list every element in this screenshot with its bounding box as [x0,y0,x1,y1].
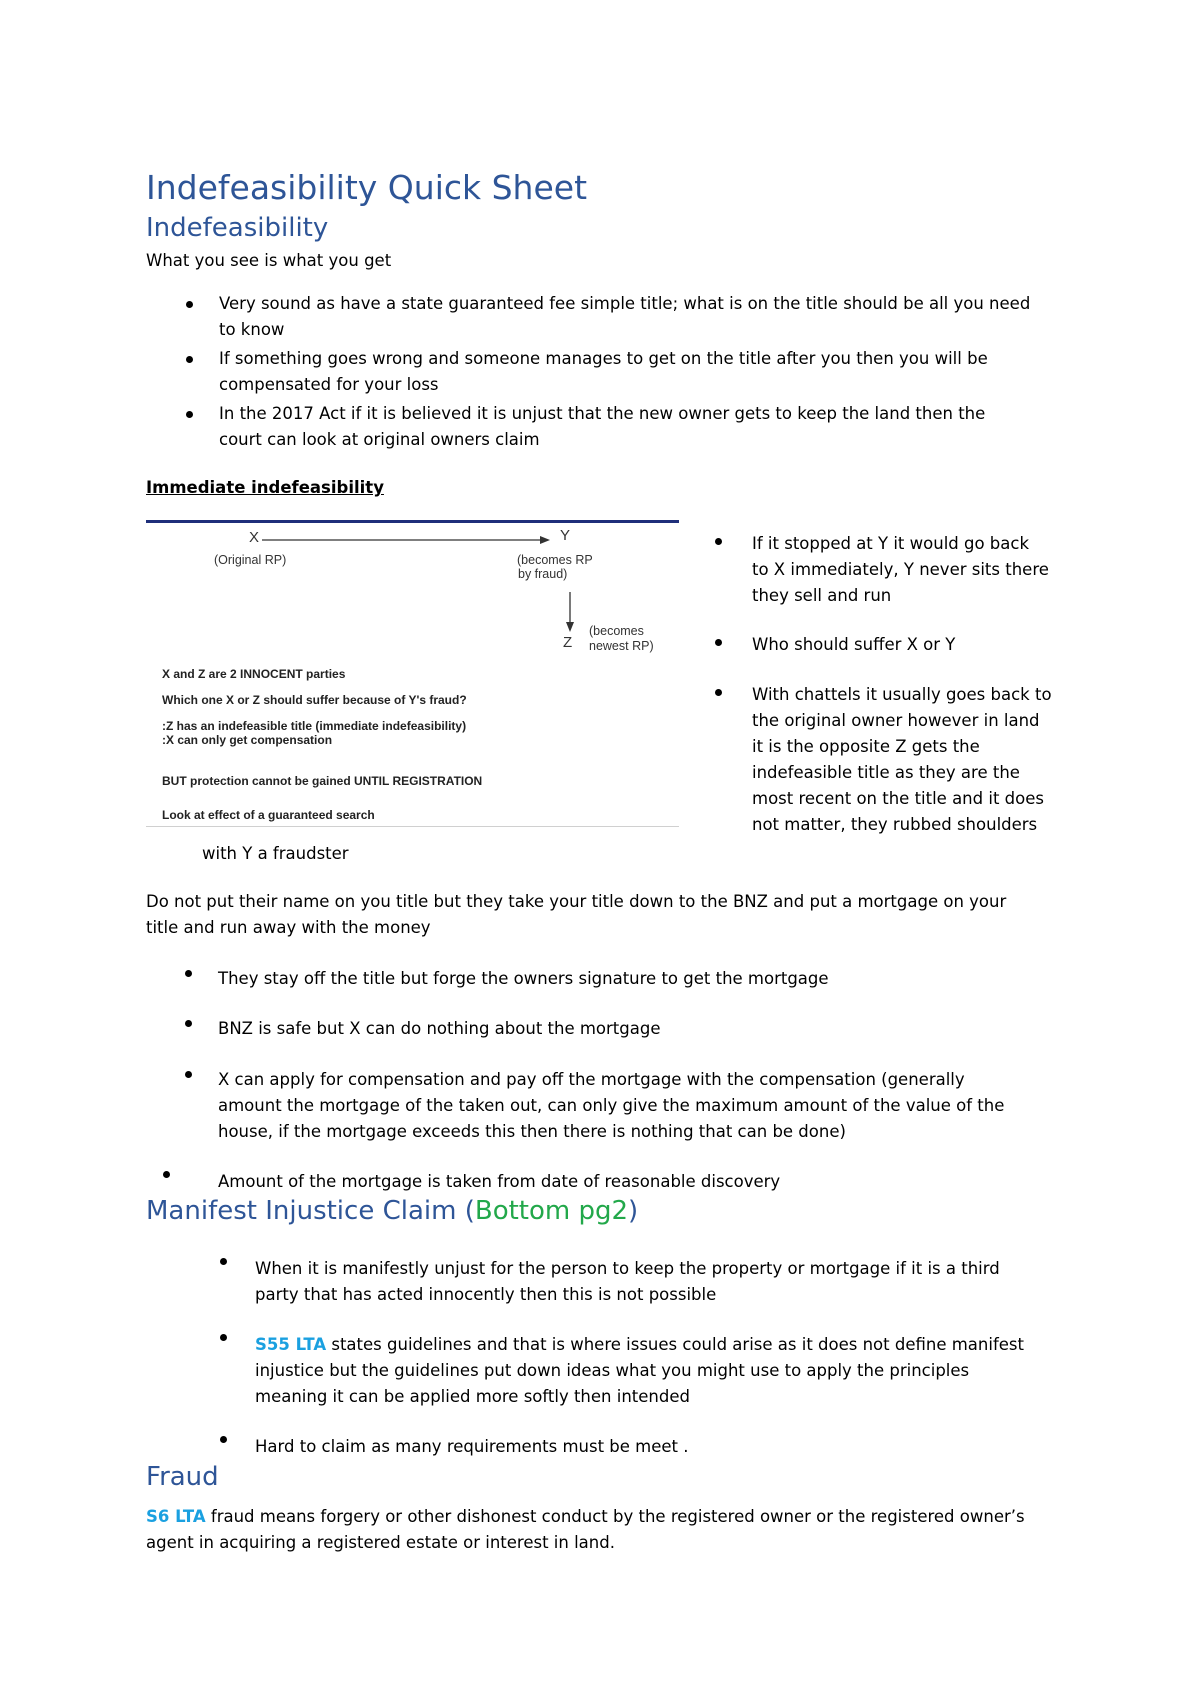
intro-text: What you see is what you get [146,251,392,270]
list-item-line: Hard to claim as many requirements must be meet . [255,1437,689,1456]
list-item-line: to know [219,320,285,339]
bullet-dot [185,1071,192,1078]
list-item [219,291,1030,343]
bullet-dot [163,1171,170,1178]
diagram-x-label: X [249,529,260,546]
list-item-line: They stay off the title but forge the owners signature to get the mortgage [218,969,829,988]
diagram-x-sub: (Original RP) [214,553,287,567]
indefeasibility-diagram [146,520,679,830]
diagram-bottom-rule [146,826,679,827]
list-item [255,1256,1000,1308]
bullet-dot [220,1258,227,1265]
list-item [752,682,1052,838]
diagram-caption: with Y a fraudster [202,844,349,863]
list-item-line: meaning it can be applied more softly then intended [255,1387,690,1406]
list-item-line: In the 2017 Act if it is believed it is unjust that the new owner gets to keep the land then the [219,404,986,423]
diagram-z-label: Z [563,634,573,651]
list-item-line: the original owner however in land [752,711,1040,730]
paragraph-line: agent in acquiring a registered estate or interest in land. [146,1533,615,1552]
list-item-line: party that has acted innocently then this is not possible [255,1285,717,1304]
list-item [218,1016,661,1042]
list-item-line: amount the mortgage of the taken out, can only give the maximum amount of the value of the [218,1096,1005,1115]
diagram-z-sub2: newest RP) [589,639,654,653]
mortgage-paragraph [146,889,1006,941]
bullet-dot [185,970,192,977]
list-item-line: Who should suffer X or Y [752,635,956,654]
diagram-line-5: BUT protection cannot be gained UNTIL REGISTRATION [162,774,483,788]
section-heading-fraud: Fraud [146,1462,219,1492]
fraud-paragraph [146,1504,1025,1556]
list-item [218,966,829,992]
bullet-dot [185,1020,192,1027]
list-item-line [255,1332,1024,1358]
section-heading-indefeasibility: Indefeasibility [146,213,329,243]
list-item-line: they sell and run [752,586,892,605]
list-item-line: Very sound as have a state guaranteed fee simple title; what is on the title should be all you need [219,294,1031,313]
list-item-line: not matter, they rubbed shoulders [752,815,1038,834]
list-item-line: injustice but the guidelines put down ideas what you might use to apply the principles [255,1361,970,1380]
list-item-line: compensated for your loss [219,375,439,394]
bullet-dot [220,1436,227,1443]
diagram-z-sub1: (becomes [589,624,644,638]
list-item [219,346,988,398]
list-item-line: it is the opposite Z gets the [752,737,980,756]
list-item-text: states guidelines and that is where issues could arise as it does not define manifest [326,1335,1024,1354]
paragraph-text: fraud means forgery or other dishonest conduct by the registered owner or the registered owner’s [205,1507,1025,1526]
bullet-dot [715,538,722,545]
bullet-dot [186,301,193,308]
list-item [255,1434,689,1460]
diagram-line-1: X and Z are 2 INNOCENT parties [162,667,346,681]
diagram-y-label: Y [560,527,571,544]
paragraph-line: title and run away with the money [146,918,431,937]
statute-reference: S55 LTA [255,1335,327,1354]
section-heading-manifest-injustice [146,1196,638,1226]
list-item-line: BNZ is safe but X can do nothing about the mortgage [218,1019,661,1038]
list-item [255,1332,1024,1410]
list-item [752,632,955,658]
list-item-line: When it is manifestly unjust for the person to keep the property or mortgage if it is a third [255,1259,1000,1278]
list-item-line: If something goes wrong and someone manages to get on the title after you then you will be [219,349,988,368]
list-item [219,401,985,453]
bullet-dot [186,356,193,363]
list-item-line: indefeasible title as they are the [752,763,1020,782]
list-item [752,531,1049,609]
diagram-y-sub1: (becomes RP [517,553,593,567]
list-item-line: most recent on the title and it does [752,789,1044,808]
list-item-line: If it stopped at Y it would go back [752,534,1030,553]
list-item-line: house, if the mortgage exceeds this then there is nothing that can be done) [218,1122,846,1141]
bullet-dot [220,1334,227,1341]
diagram-line-2: Which one X or Z should suffer because of Y's fraud? [162,693,467,707]
list-item-line: court can look at original owners claim [219,430,540,449]
bullet-dot [715,639,722,646]
list-item-line: With chattels it usually goes back to [752,685,1052,704]
immediate-indefeasibility-heading: Immediate indefeasibility [146,478,384,497]
paragraph-line: Do not put their name on you title but they take your title down to the BNZ and put a mortgage on your [146,892,1007,911]
diagram-line-4: :X can only get compensation [162,733,333,747]
diagram-y-sub2: by fraud) [518,567,568,581]
page-reference: Bottom pg2 [474,1196,629,1226]
bullet-dot [186,411,193,418]
list-item [218,1067,1004,1145]
paragraph-line [146,1504,1025,1530]
heading-text: Manifest Injustice Claim ( [146,1196,475,1226]
diagram-line-3: :Z has an indefeasible title (immediate indefeasibility) [162,719,467,733]
document-title: Indefeasibility Quick Sheet [146,168,588,207]
list-item [218,1169,780,1195]
list-item-line: X can apply for compensation and pay off the mortgage with the compensation (generally [218,1070,965,1089]
statute-reference: S6 LTA [146,1507,206,1526]
diagram-line-6: Look at effect of a guaranteed search [162,808,375,822]
list-item-line: Amount of the mortgage is taken from date of reasonable discovery [218,1172,781,1191]
list-item-line: to X immediately, Y never sits there [752,560,1049,579]
heading-close: ) [628,1196,639,1226]
bullet-dot [715,689,722,696]
